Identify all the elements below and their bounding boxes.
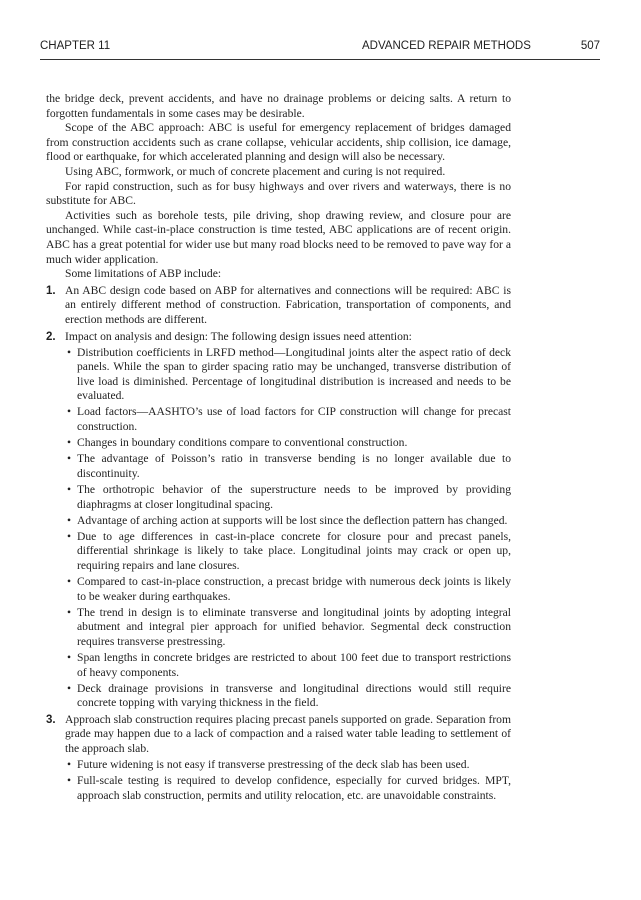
chapter-label: CHAPTER 11 <box>40 40 111 52</box>
header-rule <box>40 59 600 60</box>
list-number: 2. <box>46 330 56 343</box>
paragraph: For rapid construction, such as for busy highways and over rivers and waterways, there is no substitute for ABC. <box>46 179 511 208</box>
bullet-item: • Future widening is not easy if transverse prestressing of the deck slab has been used. <box>67 758 470 772</box>
body-text <box>46 92 511 803</box>
bullet-item: • Deck drainage provisions in transverse and longitudinal directions would still require concrete topping with varying thickness in the field. <box>67 681 511 710</box>
list-item <box>46 713 511 804</box>
page-number: 507 <box>580 40 600 52</box>
bullet-item: • Advantage of arching action at supports will be lost since the deflection pattern has changed. <box>67 513 508 527</box>
bullet-item: • Full-scale testing is required to develop confidence, especially for curved bridges. MPT, approach slab construction, permits and utility relocation, etc. are unavoidable constraints. <box>67 774 511 802</box>
bullet-item: • Changes in boundary conditions compare to conventional construction. <box>67 436 408 450</box>
bullet-icon: • <box>67 605 72 619</box>
bullet-icon: • <box>67 529 72 543</box>
bullet-item: • Due to age differences in cast-in-place concrete for closure pour and precast panels, differential shrinkage is likely to take place. Longitudinal joints may crack or open up, requiring repairs and lane closures. <box>67 529 511 572</box>
bullet-icon: • <box>67 345 72 359</box>
list-number: 3. <box>46 713 56 726</box>
bullet-icon: • <box>67 513 72 527</box>
limitations-list <box>46 284 511 804</box>
paragraph: Activities such as borehole tests, pile driving, shop drawing review, and closure pour are unchanged. While cast-in-place construction is time tested, ABC applications are of recent origin. ABC has a great potential for wider use but many road blocks need to be removed to pave way for a much wider application. <box>46 208 511 266</box>
bullet-item: • Compared to cast-in-place construction, a precast bridge with numerous deck joints is likely to be weaker during earthquakes. <box>67 575 511 603</box>
paragraph: the bridge deck, prevent accidents, and have no drainage problems or deicing salts. A return to forgotten fundamentals in some cases may be desirable. <box>46 92 511 120</box>
bullet-icon: • <box>67 774 72 788</box>
bullet-item: • Distribution coefficients in LRFD method—Longitudinal joints alter the aspect ratio of deck panels. While the span to girder spacing ratio may be unchanged, transverse distribution of live load is diminished. Percentage of longitudinal distribution is increased and needs to be evaluated. <box>67 345 511 403</box>
bullet-icon: • <box>67 436 72 450</box>
paragraph: Using ABC, formwork, or much of concrete placement and curing is not required. <box>65 164 446 178</box>
bullet-icon: • <box>67 681 72 695</box>
bullet-icon: • <box>67 452 72 466</box>
list-number: 1. <box>46 284 56 297</box>
bullet-item: • The trend in design is to eliminate transverse and longitudinal joints by adopting integral abutment and integral pier approach for unified behavior. Segmental deck construction requires transverse prestressing. <box>67 605 511 648</box>
list-item-text: Approach slab construction requires placing precast panels supported on grade. Separation from grade may happen due to a lack of compaction and a raised water table leading to settlement of the approach slab. <box>65 712 511 756</box>
bullet-icon: • <box>67 575 72 588</box>
bullet-list <box>65 346 511 711</box>
bullet-item: • Load factors—AASHTO’s use of load factors for CIP construction will change for precast construction. <box>67 405 511 434</box>
list-item <box>46 330 511 711</box>
bullet-icon: • <box>67 650 72 664</box>
bullet-item: • The advantage of Poisson’s ratio in transverse bending is no longer available due to discontinuity. <box>67 452 511 480</box>
section-title: ADVANCED REPAIR METHODS <box>362 40 531 52</box>
bullet-icon: • <box>67 405 72 419</box>
bullet-list <box>65 758 511 803</box>
list-item-text: Impact on analysis and design: The following design issues need attention: <box>65 329 412 343</box>
paragraph: Some limitations of ABP include: <box>65 267 222 281</box>
bullet-icon: • <box>67 758 72 772</box>
bullet-item: • The orthotropic behavior of the superstructure needs to be improved by providing diaphragms at closer longitudinal spacing. <box>67 482 511 511</box>
bullet-item: • Span lengths in concrete bridges are restricted to about 100 feet due to transport restrictions of heavy components. <box>67 650 511 679</box>
paragraph: Scope of the ABC approach: ABC is useful for emergency replacement of bridges damaged from construction accidents such as crane collapse, vehicular accidents, ship collision, ice damage, flood or earthquake, for which accelerated planning and design will also be necessary. <box>46 121 511 164</box>
list-item <box>46 284 511 328</box>
list-item-text: An ABC design code based on ABP for alternatives and connections will be required: ABC is an entirely different method of construction. Fabrication, transportation of components, and erection methods are different. <box>65 283 511 326</box>
running-header <box>40 40 600 58</box>
bullet-icon: • <box>67 482 72 496</box>
